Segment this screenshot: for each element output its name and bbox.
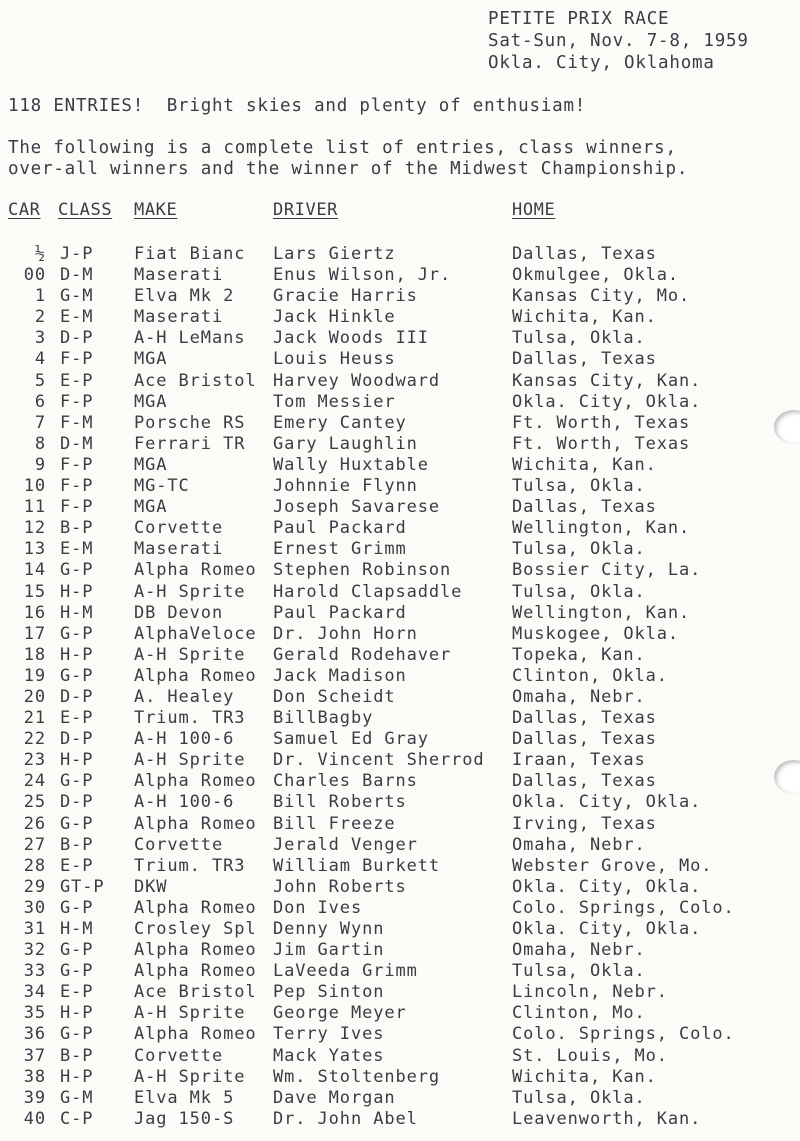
car-class: F-M	[60, 412, 94, 433]
car-number: 7	[34, 412, 46, 433]
driver-name: Joseph Savarese	[273, 497, 441, 518]
car-make: Alpha Romeo	[134, 771, 257, 792]
car-make: Trium. TR3	[134, 855, 246, 876]
table-row	[0, 792, 800, 813]
driver-name: Mack Yates	[273, 1045, 385, 1066]
driver-home: St. Louis, Mo.	[512, 1045, 668, 1066]
driver-name: Jack Madison	[273, 665, 407, 686]
driver-home: Clinton, Mo.	[512, 1003, 646, 1024]
driver-name: George Meyer	[273, 1003, 407, 1024]
car-number: 30	[23, 897, 46, 918]
car-make: Ace Bristol	[134, 982, 257, 1003]
driver-name: Stephen Robinson	[273, 560, 452, 581]
table-row	[0, 603, 800, 624]
car-make: MGA	[134, 497, 168, 518]
car-make: Fiat Bianc	[134, 244, 246, 264]
driver-home: Wichita, Kan.	[512, 1066, 657, 1087]
car-number: 23	[23, 750, 46, 771]
driver-name: LaVeeda Grimm	[273, 961, 418, 982]
car-class: G-P	[60, 1024, 94, 1045]
table-row	[0, 645, 800, 666]
car-number: 00	[23, 265, 46, 286]
table-row	[0, 750, 800, 771]
column-header-car: CAR	[8, 200, 41, 220]
table-row	[0, 1046, 800, 1067]
driver-home: Tulsa, Okla.	[512, 1087, 646, 1108]
driver-name: Samuel Ed Gray	[273, 729, 429, 750]
car-class: G-P	[60, 623, 94, 644]
car-make: A-H Sprite	[134, 581, 246, 602]
car-class: H-P	[60, 1066, 94, 1087]
driver-name: Gerald Rodehaver	[273, 644, 452, 665]
car-make: Maserati	[134, 307, 224, 328]
car-class: H-P	[60, 750, 94, 771]
driver-home: Kansas City, Mo.	[512, 286, 691, 307]
car-class: GT-P	[60, 876, 105, 897]
driver-name: Dr. John Abel	[273, 1108, 418, 1129]
car-make: MGA	[134, 454, 168, 475]
car-class: G-P	[60, 560, 94, 581]
description-line-2: over-all winners and the winner of the Midwest Championship.	[8, 159, 689, 179]
table-row	[0, 476, 800, 497]
car-number: 11	[23, 497, 46, 518]
driver-home: Colo. Springs, Colo.	[512, 1024, 735, 1045]
table-row	[0, 413, 800, 434]
driver-name: Paul Packard	[273, 518, 407, 539]
column-header-class: CLASS	[58, 200, 113, 220]
car-make: Corvette	[134, 1045, 224, 1066]
column-header-make: MAKE	[134, 200, 178, 220]
driver-home: Wichita, Kan.	[512, 454, 657, 475]
driver-name: Terry Ives	[273, 1024, 385, 1045]
car-number: 21	[23, 708, 46, 729]
driver-home: Dallas, Texas	[512, 349, 657, 370]
car-number: 4	[34, 349, 46, 370]
driver-name: John Roberts	[273, 876, 407, 897]
table-row	[0, 919, 800, 940]
car-number: 12	[23, 518, 46, 539]
driver-name: Don Scheidt	[273, 686, 396, 707]
car-number: 6	[34, 391, 46, 412]
car-class: D-P	[60, 729, 94, 750]
table-row	[0, 434, 800, 455]
table-row	[0, 539, 800, 560]
race-title: PETITE PRIX RACE	[488, 9, 670, 29]
driver-home: Okla. City, Okla.	[512, 876, 702, 897]
car-make: Porsche RS	[134, 412, 246, 433]
table-row	[0, 624, 800, 645]
car-make: Alpha Romeo	[134, 961, 257, 982]
car-make: A-H 100-6	[134, 729, 235, 750]
car-class: F-P	[60, 454, 94, 475]
driver-home: Tulsa, Okla.	[512, 328, 646, 349]
car-class: H-P	[60, 644, 94, 665]
column-header-driver: DRIVER	[273, 200, 339, 220]
table-row	[0, 940, 800, 961]
car-make: Ferrari TR	[134, 433, 246, 454]
car-number: 3	[34, 328, 46, 349]
car-number: 25	[23, 792, 46, 813]
car-make: A-H Sprite	[134, 750, 246, 771]
car-number: 15	[23, 581, 46, 602]
car-make: AlphaVeloce	[134, 623, 257, 644]
table-row	[0, 286, 800, 307]
car-class: G-P	[60, 897, 94, 918]
driver-home: Wellington, Kan.	[512, 602, 691, 623]
driver-home: Bossier City, La.	[512, 560, 702, 581]
table-row	[0, 307, 800, 328]
driver-name: Paul Packard	[273, 602, 407, 623]
car-class: G-P	[60, 771, 94, 792]
driver-home: Webster Grove, Mo.	[512, 855, 713, 876]
table-row	[0, 371, 800, 392]
car-make: Elva Mk 2	[134, 286, 235, 307]
car-class: B-P	[60, 834, 94, 855]
car-make: Maserati	[134, 265, 224, 286]
table-row	[0, 349, 800, 370]
table-row	[0, 455, 800, 476]
driver-name: Pep Sinton	[273, 982, 385, 1003]
driver-home: Topeka, Kan.	[512, 644, 646, 665]
driver-name: Emery Cantey	[273, 412, 407, 433]
car-number: 18	[23, 644, 46, 665]
car-class: G-M	[60, 1087, 94, 1108]
driver-name: Dr. John Horn	[273, 623, 418, 644]
table-row	[0, 497, 800, 518]
car-class: D-P	[60, 328, 94, 349]
driver-home: Tulsa, Okla.	[512, 581, 646, 602]
car-make: Alpha Romeo	[134, 560, 257, 581]
driver-home: Colo. Springs, Colo.	[512, 897, 735, 918]
car-make: MGA	[134, 391, 168, 412]
car-number: 29	[23, 876, 46, 897]
car-class: E-P	[60, 708, 94, 729]
table-row	[0, 771, 800, 792]
driver-home: Omaha, Nebr.	[512, 940, 646, 961]
car-number: 27	[23, 834, 46, 855]
car-class: F-P	[60, 349, 94, 370]
driver-home: Dallas, Texas	[512, 729, 657, 750]
car-class: E-P	[60, 982, 94, 1003]
car-number: 22	[23, 729, 46, 750]
driver-home: Omaha, Nebr.	[512, 686, 646, 707]
car-number: 19	[23, 665, 46, 686]
driver-name: Bill Roberts	[273, 792, 407, 813]
car-class: E-M	[60, 539, 94, 560]
car-class: D-M	[60, 265, 94, 286]
car-make: A-H Sprite	[134, 644, 246, 665]
car-number: 24	[23, 771, 46, 792]
table-row	[0, 877, 800, 898]
car-number: 28	[23, 855, 46, 876]
car-make: Corvette	[134, 518, 224, 539]
car-make: Corvette	[134, 834, 224, 855]
driver-name: Don Ives	[273, 897, 363, 918]
car-number: 9	[34, 454, 46, 475]
driver-home: Dallas, Texas	[512, 771, 657, 792]
table-row	[0, 1109, 800, 1130]
driver-home: Tulsa, Okla.	[512, 961, 646, 982]
table-row	[0, 1003, 800, 1024]
driver-name: Johnnie Flynn	[273, 476, 418, 497]
car-class: G-P	[60, 665, 94, 686]
car-number: 40	[23, 1108, 46, 1129]
car-make: MG-TC	[134, 476, 190, 497]
driver-home: Omaha, Nebr.	[512, 834, 646, 855]
driver-name: Harold Clapsaddle	[273, 581, 463, 602]
driver-home: Irving, Texas	[512, 813, 657, 834]
car-number: 38	[23, 1066, 46, 1087]
driver-name: Enus Wilson, Jr.	[273, 265, 452, 286]
race-header	[488, 8, 749, 74]
driver-home: Kansas City, Kan.	[512, 370, 702, 391]
car-make: A. Healey	[134, 686, 235, 707]
car-class: G-P	[60, 940, 94, 961]
car-number: 17	[23, 623, 46, 644]
table-row	[0, 982, 800, 1003]
driver-home: Iraan, Texas	[512, 750, 646, 771]
car-number: 35	[23, 1003, 46, 1024]
driver-home: Okmulgee, Okla.	[512, 265, 680, 286]
driver-name: Bill Freeze	[273, 813, 396, 834]
car-class: H-M	[60, 602, 94, 623]
table-row	[0, 898, 800, 919]
car-make: A-H Sprite	[134, 1003, 246, 1024]
car-number: 10	[23, 476, 46, 497]
table-row	[0, 392, 800, 413]
car-number: 13	[23, 539, 46, 560]
driver-home: Wichita, Kan.	[512, 307, 657, 328]
car-make: DKW	[134, 876, 168, 897]
table-row	[0, 265, 800, 286]
car-number: 20	[23, 686, 46, 707]
car-class: E-P	[60, 855, 94, 876]
car-class: H-P	[60, 581, 94, 602]
car-class: E-M	[60, 307, 94, 328]
race-dates: Sat-Sun, Nov. 7-8, 1959	[488, 31, 749, 51]
table-row	[0, 856, 800, 877]
car-class: G-M	[60, 286, 94, 307]
driver-name: Jack Woods III	[273, 328, 429, 349]
driver-home: Okla. City, Okla.	[512, 792, 702, 813]
table-row	[0, 1088, 800, 1109]
driver-name: Gary Laughlin	[273, 433, 418, 454]
entries-intro: 118 ENTRIES! Bright skies and plenty of enthusiam!	[8, 96, 587, 116]
driver-name: Gracie Harris	[273, 286, 418, 307]
car-make: Elva Mk 5	[134, 1087, 235, 1108]
table-row	[0, 835, 800, 856]
entries-table	[0, 244, 800, 1130]
table-row	[0, 687, 800, 708]
car-number: 14	[23, 560, 46, 581]
driver-home: Tulsa, Okla.	[512, 539, 646, 560]
car-class: D-P	[60, 686, 94, 707]
car-make: Crosley Spl	[134, 919, 257, 939]
car-class: J-P	[60, 244, 94, 264]
car-class: G-P	[60, 813, 94, 834]
car-class: E-P	[60, 370, 94, 391]
car-number: 36	[23, 1024, 46, 1045]
description-line-1: The following is a complete list of entries, class winners,	[8, 138, 677, 158]
car-class: F-P	[60, 391, 94, 412]
driver-home: Dallas, Texas	[512, 497, 657, 518]
car-class: C-P	[60, 1108, 94, 1129]
driver-name: Wm. Stoltenberg	[273, 1066, 441, 1087]
table-row	[0, 729, 800, 750]
table-row	[0, 244, 800, 265]
driver-name: William Burkett	[273, 855, 441, 876]
car-number: 16	[23, 602, 46, 623]
driver-name: Denny Wynn	[273, 919, 385, 939]
table-row	[0, 961, 800, 982]
car-class: H-M	[60, 919, 94, 939]
driver-home: Ft. Worth, Texas	[512, 433, 691, 454]
driver-home: Lincoln, Nebr.	[512, 982, 668, 1003]
driver-home: Leavenworth, Kan.	[512, 1108, 702, 1129]
car-number: 26	[23, 813, 46, 834]
table-row	[0, 328, 800, 349]
car-make: Alpha Romeo	[134, 665, 257, 686]
car-number: 1	[34, 286, 46, 307]
driver-name: Jack Hinkle	[273, 307, 396, 328]
driver-home: Muskogee, Okla.	[512, 623, 680, 644]
car-make: MGA	[134, 349, 168, 370]
car-number: 5	[34, 370, 46, 391]
driver-home: Okla. City, Okla.	[512, 391, 702, 412]
car-number: 37	[23, 1045, 46, 1066]
driver-name: Dr. Vincent Sherrod	[273, 750, 485, 771]
car-make: Jag 150-S	[134, 1108, 235, 1129]
car-number: 33	[23, 961, 46, 982]
car-make: A-H 100-6	[134, 792, 235, 813]
driver-name: Louis Heuss	[273, 349, 396, 370]
car-class: D-P	[60, 792, 94, 813]
driver-home: Ft. Worth, Texas	[512, 412, 691, 433]
table-row	[0, 708, 800, 729]
car-make: Alpha Romeo	[134, 940, 257, 961]
car-number: 34	[23, 982, 46, 1003]
table-row	[0, 814, 800, 835]
car-make: Trium. TR3	[134, 708, 246, 729]
driver-home: Wellington, Kan.	[512, 518, 691, 539]
driver-name: BillBagby	[273, 708, 374, 729]
driver-home: Dallas, Texas	[512, 708, 657, 729]
driver-name: Tom Messier	[273, 391, 396, 412]
driver-name: Wally Huxtable	[273, 454, 429, 475]
car-class: F-P	[60, 476, 94, 497]
driver-home: Okla. City, Okla.	[512, 919, 702, 939]
driver-name: Jerald Venger	[273, 834, 418, 855]
car-make: Ace Bristol	[134, 370, 257, 391]
table-row	[0, 1067, 800, 1088]
table-row	[0, 582, 800, 603]
car-class: F-P	[60, 497, 94, 518]
driver-name: Jim Gartin	[273, 940, 385, 961]
car-make: Alpha Romeo	[134, 897, 257, 918]
car-make: DB Devon	[134, 602, 224, 623]
table-row	[0, 560, 800, 581]
driver-name: Ernest Grimm	[273, 539, 407, 560]
car-make: A-H Sprite	[134, 1066, 246, 1087]
table-row	[0, 518, 800, 539]
description-paragraph	[8, 138, 688, 180]
car-number: 39	[23, 1087, 46, 1108]
driver-home: Clinton, Okla.	[512, 665, 668, 686]
table-row	[0, 666, 800, 687]
car-make: Maserati	[134, 539, 224, 560]
car-make: Alpha Romeo	[134, 813, 257, 834]
car-number: 31	[23, 919, 46, 939]
table-row	[0, 1024, 800, 1045]
car-class: B-P	[60, 518, 94, 539]
car-number: 8	[34, 433, 46, 454]
driver-name: Lars Giertz	[273, 244, 396, 264]
car-class: G-P	[60, 961, 94, 982]
car-class: B-P	[60, 1045, 94, 1066]
driver-name: Harvey Woodward	[273, 370, 441, 391]
car-class: H-P	[60, 1003, 94, 1024]
car-number: 2	[34, 307, 46, 328]
car-make: Alpha Romeo	[134, 1024, 257, 1045]
car-number: 32	[23, 940, 46, 961]
column-header-home: HOME	[512, 200, 556, 220]
car-number: ½	[34, 244, 46, 264]
driver-home: Dallas, Texas	[512, 244, 657, 264]
car-make: A-H LeMans	[134, 328, 246, 349]
driver-home: Tulsa, Okla.	[512, 476, 646, 497]
driver-name: Dave Morgan	[273, 1087, 396, 1108]
driver-name: Charles Barns	[273, 771, 418, 792]
car-class: D-M	[60, 433, 94, 454]
race-location: Okla. City, Oklahoma	[488, 53, 715, 73]
